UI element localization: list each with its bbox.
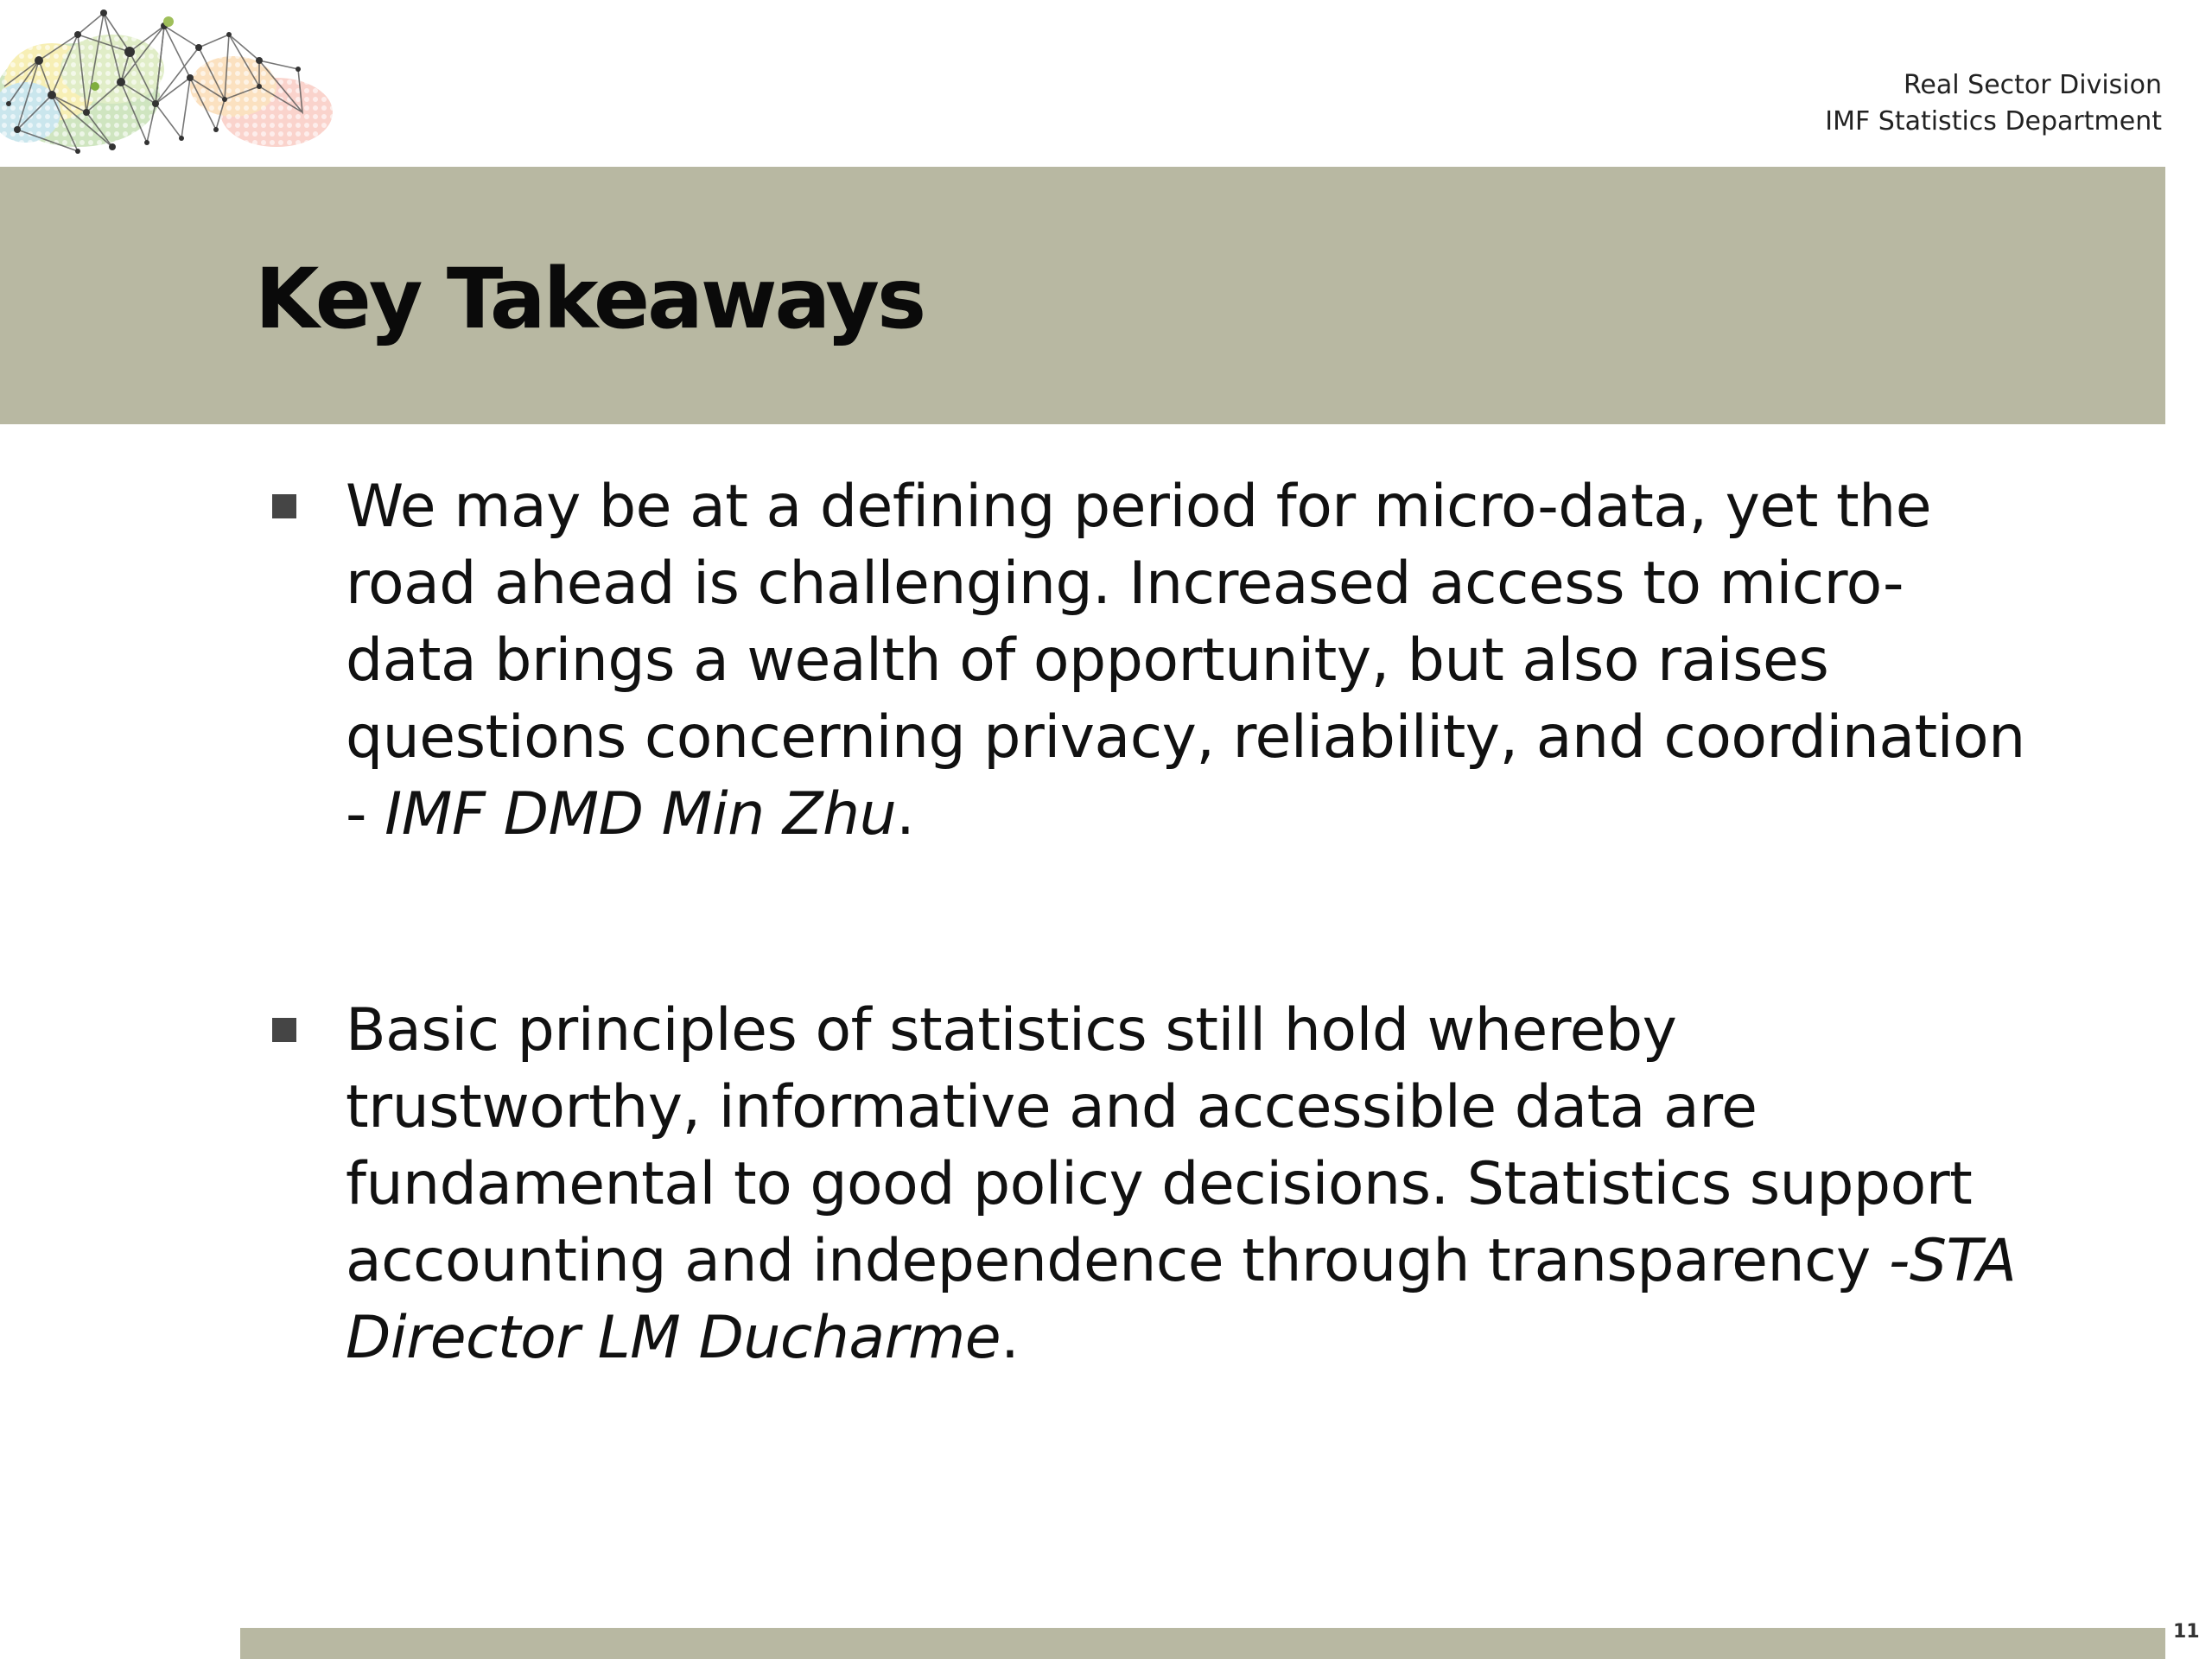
bullet-line: Basic principles of statistics still hold whereby: [346, 996, 1677, 1065]
bullet-attribution-line: [346, 776, 2143, 853]
attribution: -STA: [1888, 1227, 2017, 1295]
bullet-item: [346, 468, 2143, 853]
attribution: IMF DMD Min Zhu: [385, 780, 897, 849]
bullet-line: data brings a wealth of opportunity, but also raises: [346, 626, 1829, 695]
bullet-line: We may be at a defining period for micro-data, yet the: [346, 473, 1932, 541]
square-bullet-icon: [272, 494, 296, 518]
bullet-attribution-line: [346, 1300, 2143, 1376]
bullet-line: [346, 1223, 2143, 1300]
square-bullet-icon: [272, 1018, 296, 1042]
page-number: 11: [2173, 1621, 2200, 1643]
footer-band: [240, 1628, 2165, 1659]
bullet-item: [346, 992, 2143, 1376]
department-label: IMF Statistics Department: [1825, 106, 2162, 137]
page-title: Key Takeaways: [255, 251, 925, 347]
attribution: Director LM Ducharme: [346, 1304, 1001, 1372]
network-graph-logo: [0, 0, 337, 168]
bullet-line: fundamental to good policy decisions. Statistics support: [346, 1150, 1973, 1218]
attribution-suffix: .: [1001, 1304, 1020, 1372]
attribution-suffix: .: [896, 780, 915, 849]
attribution-prefix: -: [346, 780, 385, 849]
bullet-line: trustworthy, informative and accessible data are: [346, 1073, 1758, 1141]
header-department-info: [1825, 67, 2162, 140]
bullet-line: questions concerning privacy, reliability, and coordination: [346, 703, 2025, 772]
bullet-tail-text: accounting and independence through transparency: [346, 1227, 1889, 1295]
bullet-line: road ahead is challenging. Increased access to micro-: [346, 550, 1904, 618]
division-label: Real Sector Division: [1903, 70, 2162, 100]
